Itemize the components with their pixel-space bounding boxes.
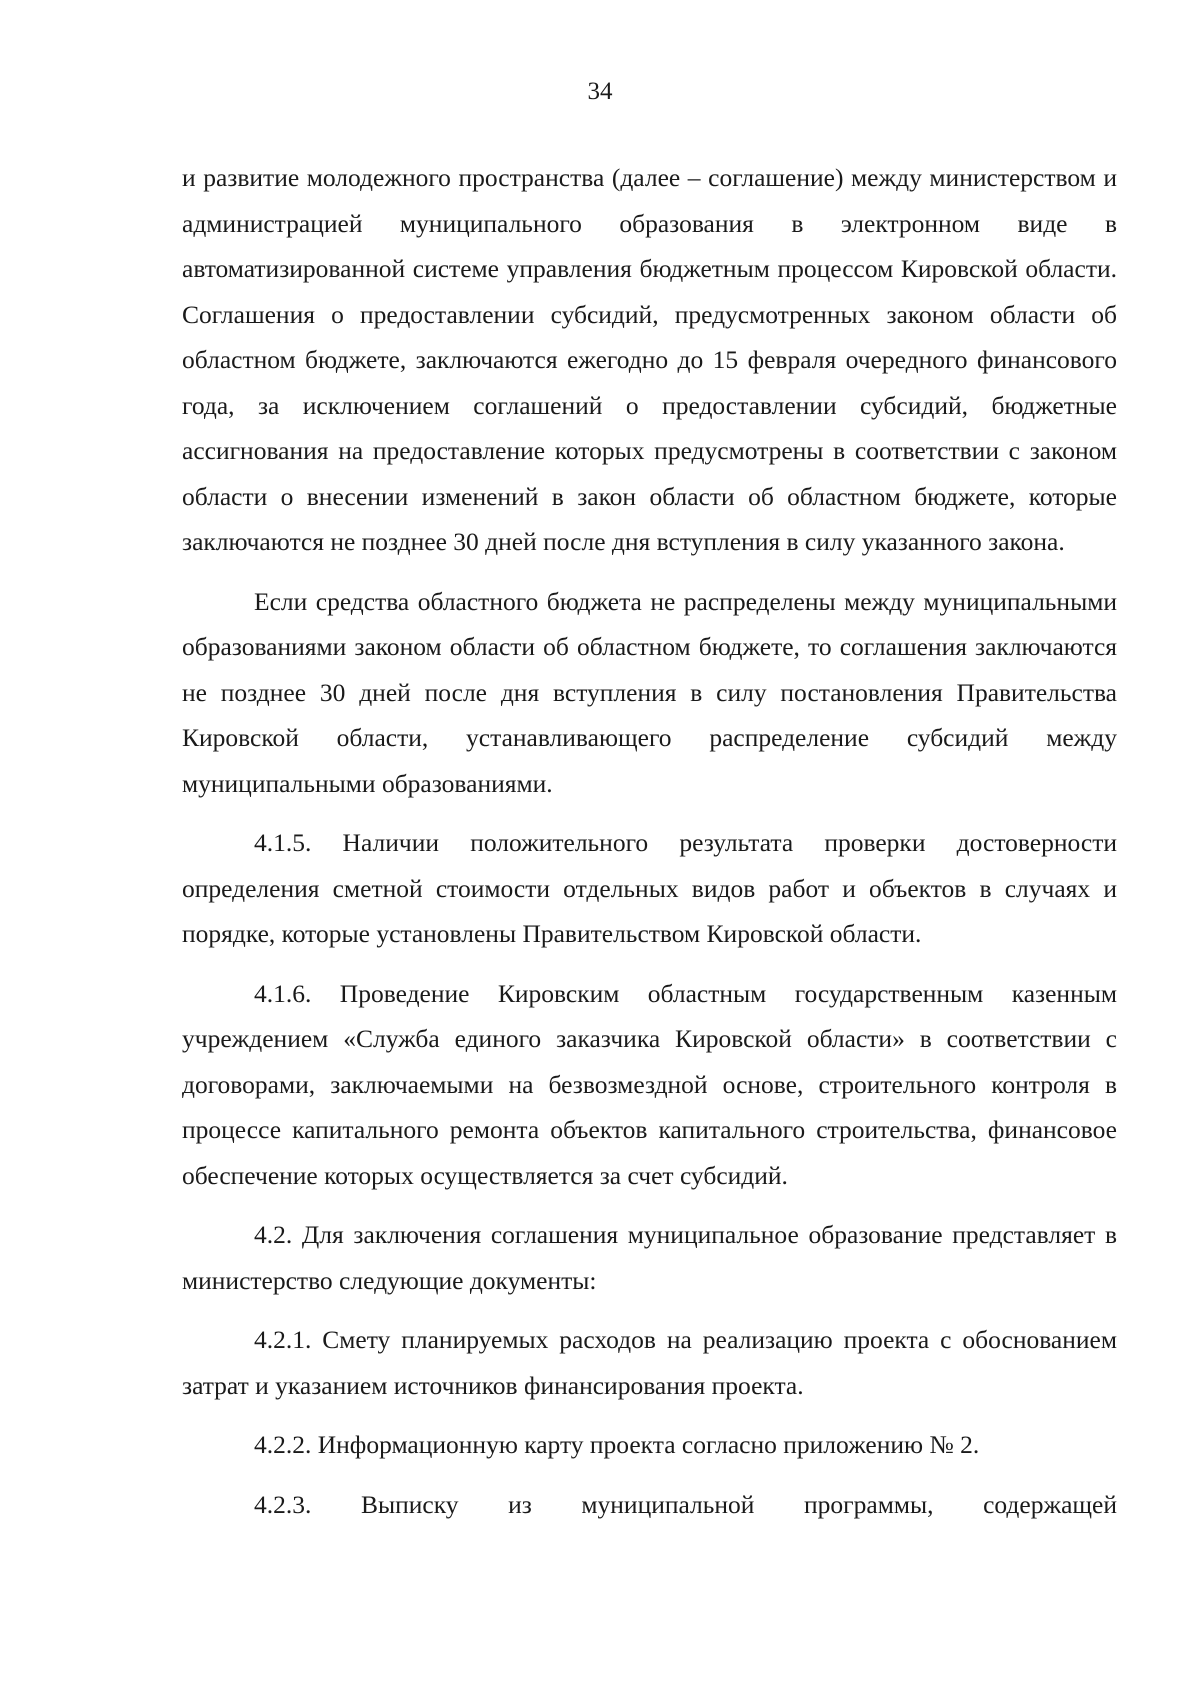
paragraph-4-2-1: 4.2.1. Смету планируемых расходов на реализацию проекта с обоснованием затрат и указанием источников финансирования проекта. [182,1325,1117,1400]
paragraph-continuation: и развитие молодежного пространства (далее – соглашение) между министерством и администрацией муниципального образования в электронном виде в автоматизированной системе управления бюджетным процессом Кировской области. Соглашения о предоставлении субсидий, предусмотренных законом области об областном бюджете, заключаются ежегодно до 15 февраля очередного финансового года, за исключением соглашений о предоставлении субсидий, бюджетные ассигнования на предоставление которых предусмотрены в соответствии с законом области о внесении изменений в закон области об областном бюджете, которые заключаются не позднее 30 дней после дня вступления в силу указанного закона. [182,163,1117,556]
paragraph-budget-distribution: Если средства областного бюджета не распределены между муниципальными образованиями законом области об областном бюджете, то соглашения заключаются не позднее 30 дней после дня вступления в силу постановления Правительства Кировской области, устанавливающего распределение субсидий между муниципальными образованиями. [182,586,1117,798]
paragraph-4-2-2: 4.2.2. Информационную карту проекта согласно приложению № 2. [254,1430,980,1459]
document-body [182,155,1117,1527]
paragraph-4-2-3: 4.2.3. Выписку из муниципальной программы, содержащей [254,1489,1117,1519]
paragraph-4-2: 4.2. Для заключения соглашения муниципальное образование представляет в министерство следующие документы: [182,1220,1117,1295]
page-number: 34 [587,78,613,105]
paragraph-4-1-5: 4.1.5. Наличии положительного результата проверки достоверности определения сметной стоимости отдельных видов работ и объектов в случаях и порядке, которые установлены Правительством Кировской области. [182,828,1117,948]
paragraph-4-1-6: 4.1.6. Проведение Кировским областным государственным казенным учреждением «Служба единого заказчика Кировской области» в соответствии с договорами, заключаемыми на безвозмездной основе, строительного контроля в процессе капитального ремонта объектов капитального строительства, финансовое обеспечение которых осуществляется за счет субсидий. [182,978,1117,1190]
